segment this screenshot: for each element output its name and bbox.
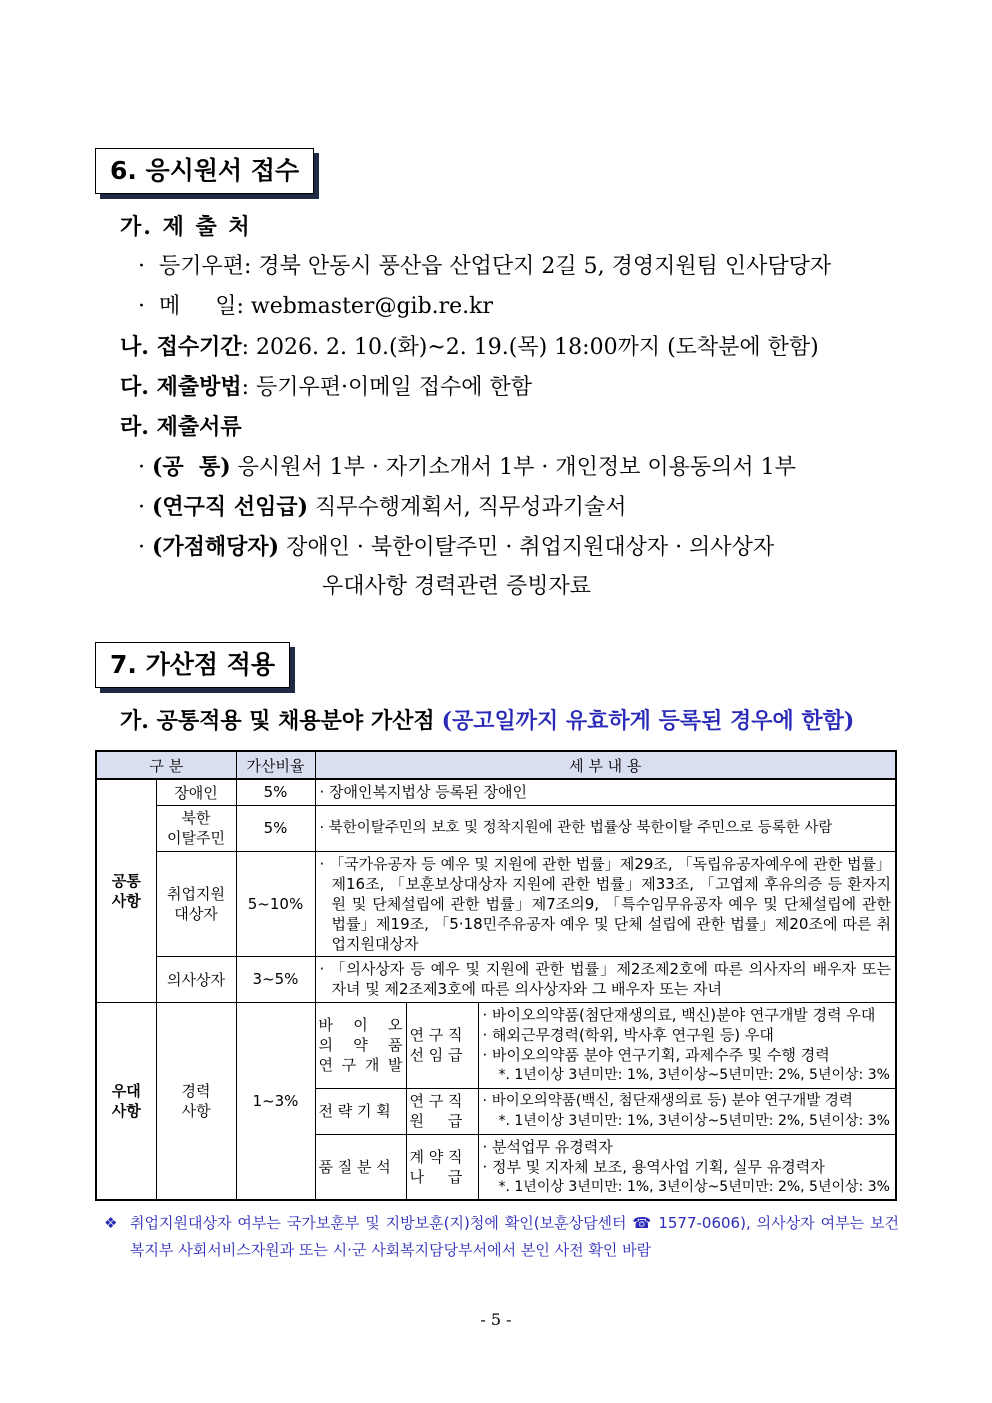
pref-name: 경력 사항 [156, 1002, 236, 1200]
detail-line: · 바이오의약품 분야 연구기획, 과제수주 및 수행 경력 [482, 1046, 830, 1064]
table-row [96, 779, 896, 805]
footnote [104, 1210, 899, 1264]
table-row [96, 851, 896, 956]
doc-item-senior [138, 492, 627, 523]
section-title-6: 6. 응시원서 접수 [95, 148, 314, 194]
pref-detail [478, 1134, 896, 1200]
method-item [120, 372, 532, 403]
doc-value: 직무수행계획서, 직무성과기술서 [308, 495, 627, 520]
mail-value: : 경북 안동시 풍산읍 산업단지 2길 5, 경영지원팀 인사담당자 [244, 254, 832, 279]
pref-detail [478, 1088, 896, 1134]
header-category: 구 분 [96, 751, 236, 779]
pref-field: 바 이 오 의 약 품 연 구 개 발 [315, 1002, 406, 1088]
header-rate: 가산비율 [236, 751, 315, 779]
pref-grade: 계 약 직 나 급 [406, 1134, 478, 1200]
bullet: · [138, 455, 152, 480]
detail-note: *. 1년이상 3년미만: 1%, 3년이상~5년미만: 2%, 5년이상: 3% [498, 1113, 890, 1129]
doc-item-bonus-cont: 우대사항 경력관련 증빙자료 [322, 574, 592, 599]
detail-line: · 해외근무경력(학위, 박사후 연구원 등) 우대 [482, 1026, 774, 1044]
bullet: · [138, 495, 152, 520]
method-label: 다. 제출방법 [120, 374, 242, 400]
footnote-mark: ❖ [104, 1214, 118, 1232]
header-detail: 세 부 내 용 [315, 751, 896, 779]
row-name: 의사상자 [156, 956, 236, 1002]
email-item [138, 292, 493, 322]
mail-label: 등기우편 [158, 254, 244, 279]
method-value: : 등기우편·이메일 접수에 한함 [241, 375, 533, 400]
period-item [120, 332, 819, 363]
pref-detail [478, 1002, 896, 1088]
doc-label: (가점해당자) [152, 534, 280, 560]
bonus-heading-label: 가. 공통적용 및 채용분야 가산점 [120, 708, 435, 734]
table-row [96, 956, 896, 1002]
row-detail: · 북한이탈주민의 보호 및 정착지원에 관한 법률상 북한이탈 주민으로 등록한 사람 [315, 805, 896, 851]
row-rate: 5% [236, 779, 315, 805]
doc-value: 응시원서 1부 · 자기소개서 1부 · 개인정보 이용동의서 1부 [230, 455, 796, 480]
row-detail: · 「의사상자 등 예우 및 지원에 관한 법률」제2조제2호에 따른 의사자의 배우자 또는 자녀 및 제2조제3호에 따른 의사상자와 그 배우자 또는 자녀 [315, 956, 896, 1002]
common-group-label: 공통 사항 [96, 779, 156, 1002]
detail-line: · 정부 및 지자체 보조, 용역사업 기획, 실무 유경력자 [482, 1157, 825, 1176]
docs-heading: 라. 제출서류 [120, 414, 242, 440]
doc-label: (공 통) [152, 454, 231, 480]
row-rate: 3~5% [236, 956, 315, 1002]
doc-label: (연구직 선임급) [152, 494, 308, 520]
period-value: : 2026. 2. 10.(화)~2. 19.(목) 18:00까지 (도착분에 한함) [241, 335, 819, 360]
row-rate: 5~10% [236, 851, 315, 956]
row-detail: · 장애인복지법상 등록된 장애인 [315, 779, 896, 805]
detail-note: *. 1년이상 3년미만: 1%, 3년이상~5년미만: 2%, 5년이상: 3% [498, 1067, 890, 1083]
doc-item-common [138, 452, 796, 483]
row-rate: 5% [236, 805, 315, 851]
bonus-heading [120, 706, 854, 737]
row-name: 장애인 [156, 779, 236, 805]
row-detail: · 「국가유공자 등 예우 및 지원에 관한 법률」제29조, 「독립유공자예우에 관한 법률」제16조, 「보훈보상대상자 지원에 관한 법률」제33조, 「고엽제 후유의증 등 환자지원 및 단체설립에 관한 법률」제7조의9, 「특수임무유공자 예우 및 단체설립에 관한 법률」제19조, 「5·18민주유공자 예우 및 단체 설립에 관한 법률」제20조에 따른 취업지원대상자 [315, 851, 896, 956]
pref-grade: 연 구 직 원 급 [406, 1088, 478, 1134]
section-title-7: 7. 가산점 적용 [95, 642, 290, 688]
detail-line: · 바이오의약품(첨단재생의료, 백신)분야 연구개발 경력 우대 [482, 1006, 876, 1024]
table-row [96, 1002, 896, 1088]
page-number: - 5 - [480, 1310, 512, 1329]
bullet: · [138, 535, 152, 560]
email-label: 메 일 [158, 294, 237, 319]
submit-place-heading: 가. 제 출 처 [120, 214, 252, 240]
table-row [96, 805, 896, 851]
bullet: · [138, 254, 159, 279]
row-name: 취업지원 대상자 [156, 851, 236, 956]
pref-group-label: 우대 사항 [96, 1002, 156, 1200]
period-label: 나. 접수기간 [120, 334, 242, 360]
doc-value: 장애인 · 북한이탈주민 · 취업지원대상자 · 의사상자 [279, 535, 775, 560]
row-name: 북한 이탈주민 [156, 805, 236, 851]
bonus-heading-note: (공고일까지 유효하게 등록된 경우에 한함) [441, 708, 855, 734]
table-header-row [96, 751, 896, 779]
doc-item-bonus [138, 532, 774, 563]
detail-line: · 바이오의약품(백신, 첨단재생의료 등) 분야 연구개발 경력 [482, 1093, 853, 1109]
footnote-text: 취업지원대상자 여부는 국가보훈부 및 지방보훈(지)청에 확인(보훈상담센터 ☎ 1577-0606), 의사상자 여부는 보건복지부 사회서비스자원과 또는 시·군 사회복지담당부서에서 본인 사전 확인 바람 [130, 1214, 899, 1259]
mail-item [138, 252, 831, 282]
detail-line: · 분석업무 유경력자 [482, 1137, 613, 1156]
pref-field: 전 략 기 획 [315, 1088, 406, 1134]
email-value[interactable]: : webmaster@gib.re.kr [236, 294, 494, 319]
bonus-table [95, 750, 897, 1201]
bullet: · [138, 294, 159, 319]
pref-grade: 연 구 직 선 임 급 [406, 1002, 478, 1088]
detail-note: *. 1년이상 3년미만: 1%, 3년이상~5년미만: 2%, 5년이상: 3% [498, 1178, 890, 1195]
pref-rate: 1~3% [236, 1002, 315, 1200]
pref-field: 품 질 분 석 [315, 1134, 406, 1200]
